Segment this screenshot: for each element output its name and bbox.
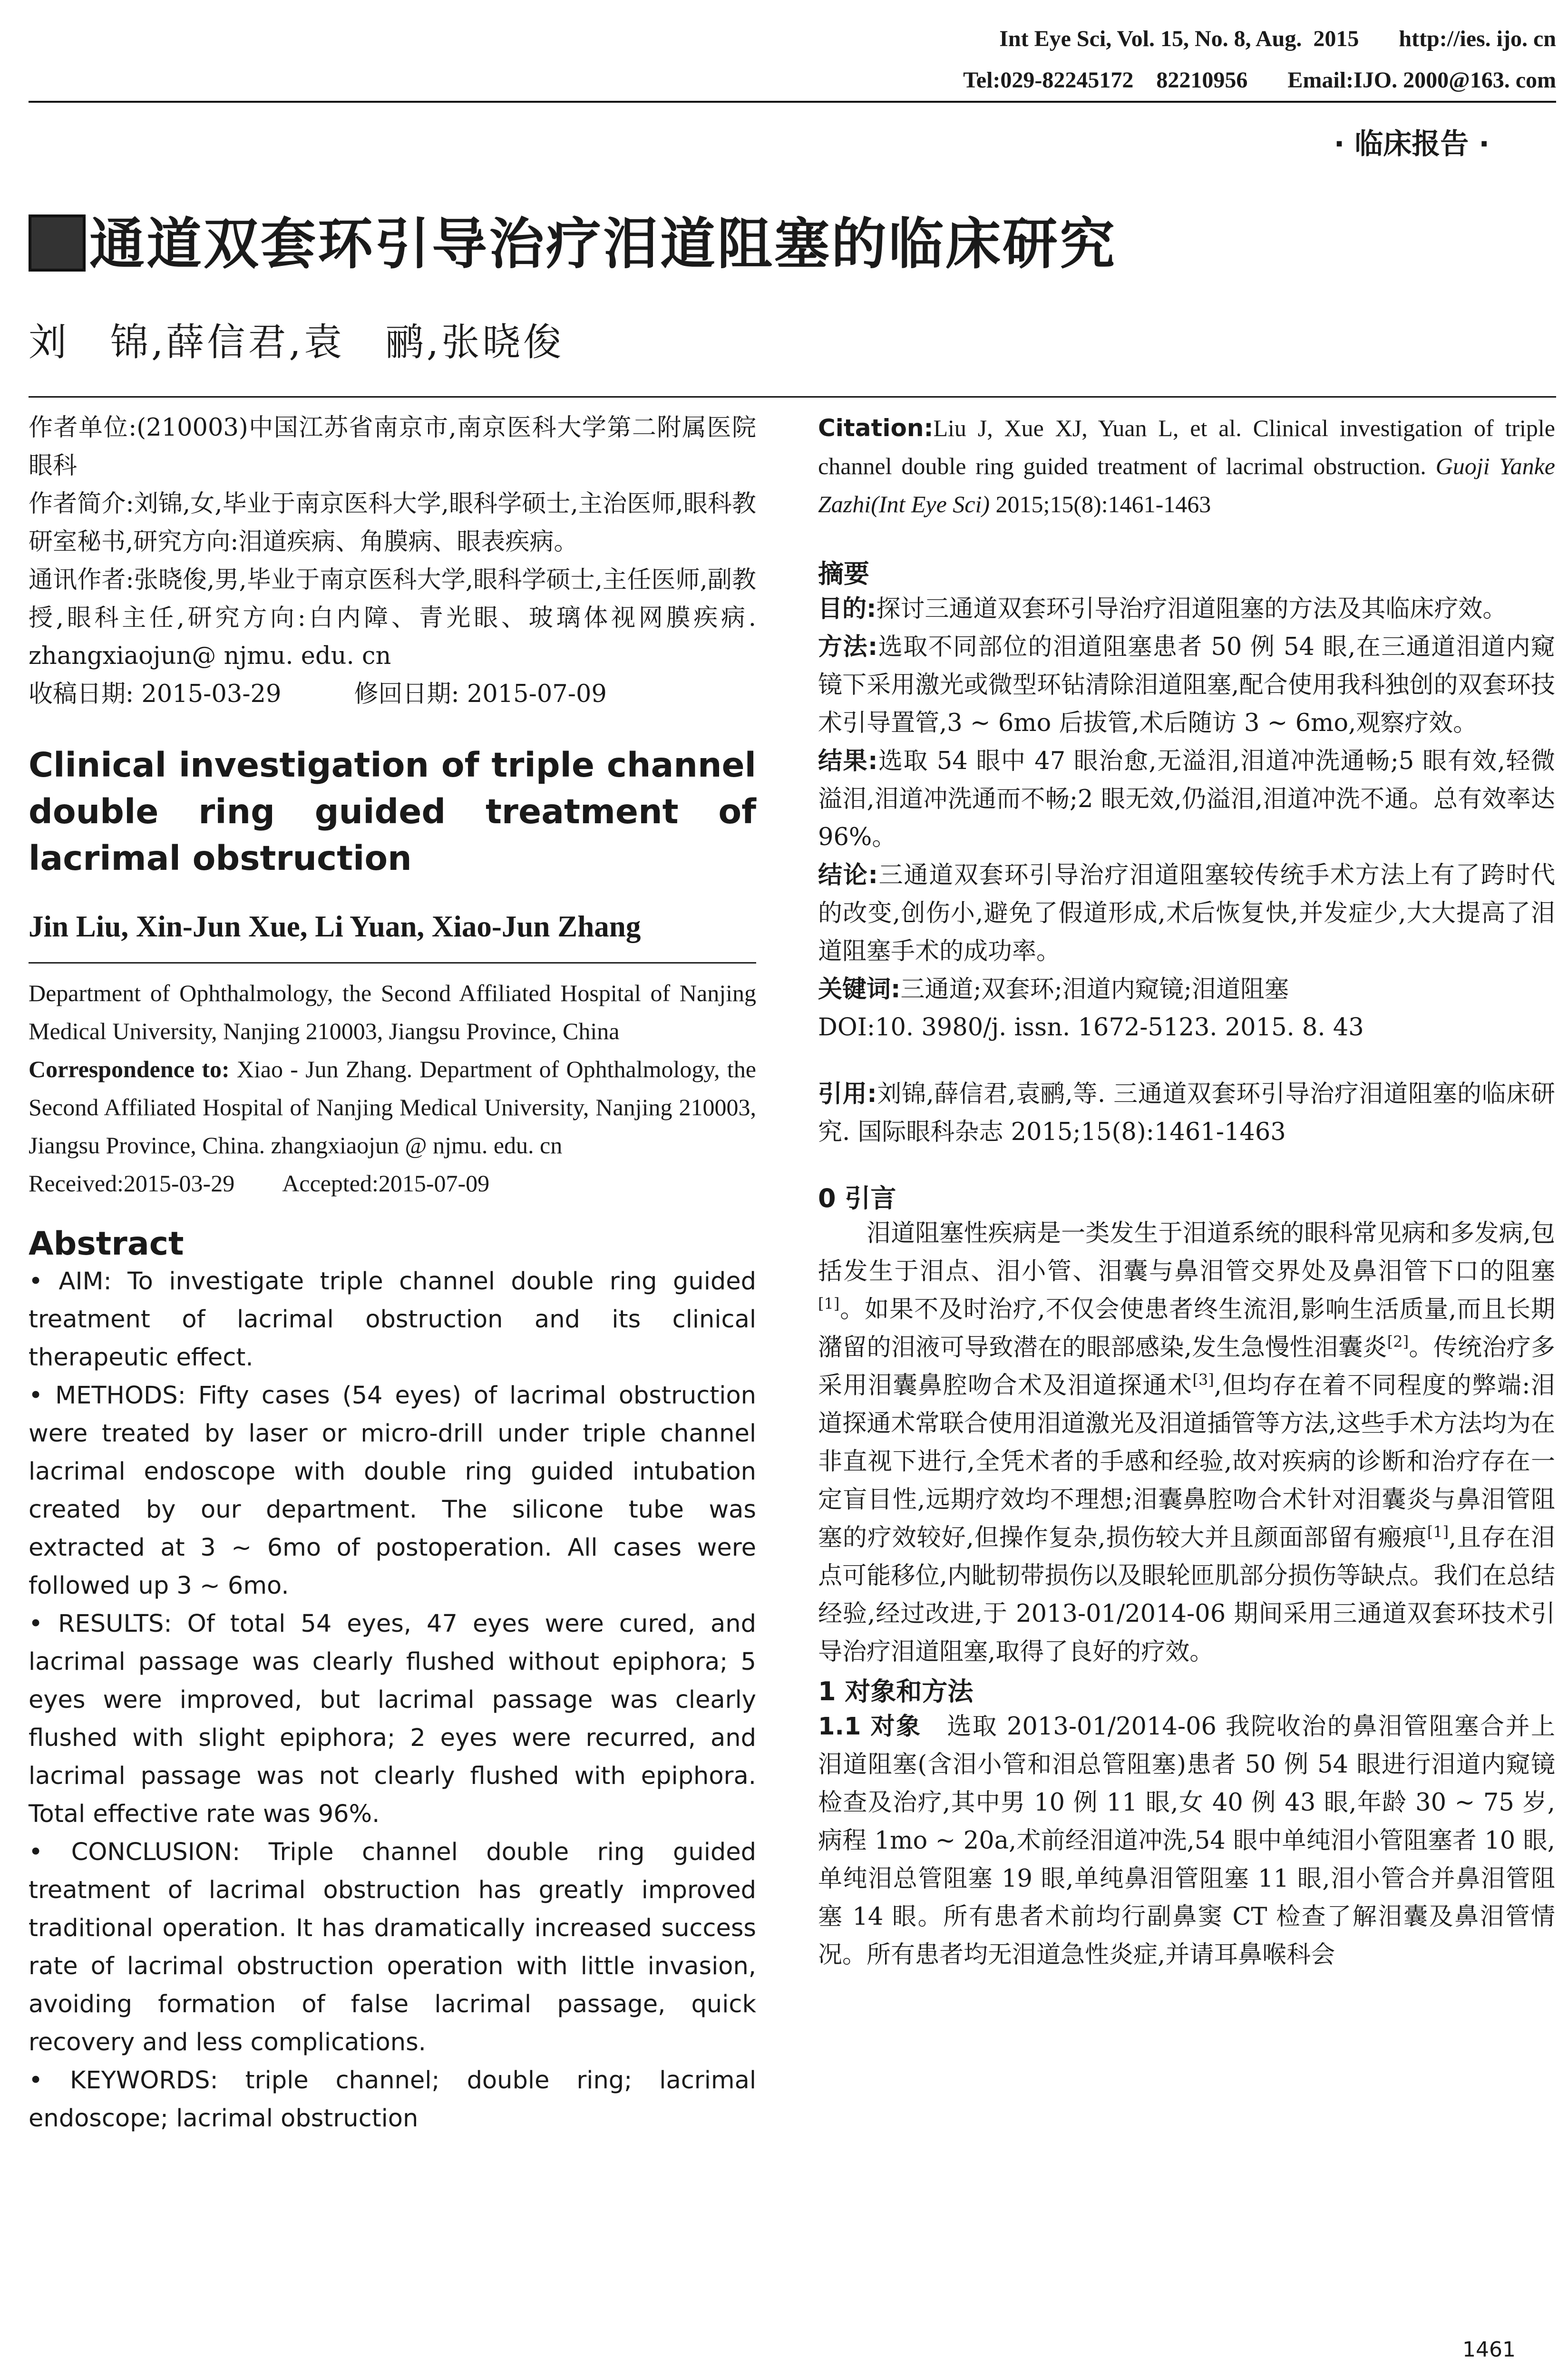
- corresponding-author: 通讯作者:张晓俊,男,毕业于南京医科大学,眼科学硕士,主任医师,副教授,眼科主任,研究方向:白内障、青光眼、玻璃体视网膜疾病. zhangxiaojun@ njmu. edu. cn: [29, 566, 756, 670]
- received-dates-cn: 收稿日期: 2015-03-29 修回日期: 2015-07-09: [29, 680, 607, 708]
- intro-text-1: 泪道阻塞性疾病是一类发生于泪道系统的眼科常见病和多发病,包括发生于泪点、泪小管、泪囊与鼻泪管交界处及鼻泪管下口的阻塞: [818, 1219, 1555, 1286]
- abstract-results: • RESULTS: Of total 54 eyes, 47 eyes were cured, and lacrimal passage was clearly flushed without epiphora; 5 eyes were improved, but lacrimal passage was clearly flushed with slight epiphora; 2 eyes were recurred, and lacrimal passage was not clearly flushed with epiphora. Total effective rate was 96%.: [29, 1610, 756, 1828]
- abstract-conclusion: • CONCLUSION: Triple channel double ring guided treatment of lacrimal obstruction has greatly improved traditional operation. It has dramatically increased success rate of lacrimal obstruction operation with little invasion, avoiding formation of false lacrimal passage, quick recovery and less complications.: [29, 1838, 756, 2056]
- left-column: [29, 409, 756, 2138]
- intro-text-5: ,且存在泪点可能移位,内眦韧带损伤以及眼轮匝肌部分损伤等缺点。我们在总结经验,经过改进,于 2013-01/2014-06 期间采用三通道双套环技术引导治疗泪道阻塞,取得了良好的疗效。: [818, 1524, 1555, 1666]
- received-accepted: Received:2015-03-29 Accepted:2015-07-09: [29, 1170, 490, 1197]
- page-number: 1461: [1462, 2338, 1516, 2362]
- abstract-cn-methods: [818, 628, 1555, 742]
- section11-paragraph: [818, 1708, 1555, 1974]
- citation-label: Citation:: [818, 414, 934, 442]
- journal-tel: Tel:029-82245172 82210956: [963, 68, 1248, 93]
- abstract-cn-results: [818, 742, 1555, 857]
- authors-cn: 刘 锦,薛信君,袁 鹂,张晓俊: [29, 320, 565, 364]
- intro-text-4: ,但均存在着不同程度的弊端:泪道探通术常联合使用泪道激光及泪道插管等方法,这些手术方法均为在非直视下进行,全凭术者的手感和经验,故对疾病的诊断和治疗存在一定盲目性,远期疗效均不理想;泪囊鼻腔吻合术针对泪囊炎与鼻泪管阻塞的疗效较好,但操作复杂,损伤较大并且颜面部留有瘢痕: [818, 1372, 1555, 1552]
- journal-url: http://ies. ijo. cn: [1399, 26, 1556, 51]
- citation-text: Liu J, Xue XJ, Yuan L, et al. Clinical investigation of triple channel double ring guided treatment of lacrimal obstruction.: [818, 415, 1555, 479]
- cite-cn: [818, 1075, 1555, 1151]
- abstract-cn-conclusion: [818, 857, 1555, 971]
- department: Department of Ophthalmology, the Second Affiliated Hospital of Nanjing Medical University, Nanjing 210003, Jiangsu Province, China: [29, 980, 756, 1044]
- section11-label: 1.1 对象: [818, 1713, 922, 1741]
- journal-email: Email:IJO. 2000@163. com: [1287, 68, 1556, 93]
- intro-text-2: 。如果不及时治疗,不仅会使患者终生流泪,影响生活质量,而且长期潴留的泪液可导致潜在的眼部感染,发生急慢性泪囊炎: [818, 1296, 1555, 1362]
- author-bio: 作者简介:刘锦,女,毕业于南京医科大学,眼科学硕士,主治医师,眼科教研室秘书,研究方向:泪道疾病、角膜病、眼表疾病。: [29, 490, 756, 556]
- right-column: [818, 409, 1555, 1974]
- abstract-heading: Abstract: [29, 1225, 184, 1263]
- citation-journal: Guoji Yanke Zazhi(Int Eye Sci): [818, 453, 1555, 517]
- abstract-cn-keywords: [818, 971, 1555, 1009]
- english-authors: Jin Liu, Xin-Jun Xue, Li Yuan, Xiao-Jun Zhang: [29, 910, 641, 943]
- abstract-aim: • AIM: To investigate triple channel double ring guided treatment of lacrimal obstruction and its clinical therapeutic effect.: [29, 1267, 756, 1372]
- header-rule: [29, 101, 1556, 103]
- conclusion-label: 结论:: [818, 861, 878, 889]
- methods-text: 选取不同部位的泪道阻塞患者 50 例 54 眼,在三通道泪道内窥镜下采用激光或微型环钻清除泪道阻塞,配合使用我科独创的双套环技术引导置管,3 ~ 6mo 后拔管,术后随访 3 ~ 6mo,观察疗效。: [818, 633, 1555, 737]
- section-tag: · 临床报告 ·: [1334, 127, 1490, 161]
- aim-label: 目的:: [818, 595, 877, 623]
- abstract-methods: • METHODS: Fifty cases (54 eyes) of lacrimal obstruction were treated by laser or micro-drill under triple channel lacrimal endoscope with double ring guided intubation created by our department. The silicone tube was extracted at 3 ~ 6mo of postoperation. All cases were followed up 3 ~ 6mo.: [29, 1382, 756, 1600]
- intro-heading: 0 引言: [818, 1183, 896, 1213]
- affiliation: 作者单位:(210003)中国江苏省南京市,南京医科大学第二附属医院眼科: [29, 414, 756, 480]
- results-label: 结果:: [818, 747, 878, 775]
- journal-citation: Int Eye Sci, Vol. 15, No. 8, Aug. 2015: [999, 26, 1359, 51]
- ref-4: [1]: [1427, 1523, 1449, 1541]
- title-text: 通道双套环引导治疗泪道阻塞的临床研究: [89, 212, 1117, 276]
- abstract-cn-heading: 摘要: [818, 559, 869, 589]
- cite-text: 刘锦,薛信君,袁鹂,等. 三通道双套环引导治疗泪道阻塞的临床研究. 国际眼科杂志 2015;15(8):1461-1463: [818, 1080, 1555, 1146]
- correspondence-label: Correspondence to:: [29, 1056, 230, 1082]
- correspondence-text: Xiao - Jun Zhang. Department of Ophthalmology, the Second Affiliated Hospital of Nanjing Medical University, Nanjing 210003, Jiangsu Province, China. zhangxiaojun @ njmu. edu. cn: [29, 1056, 756, 1159]
- doi: DOI:10. 3980/j. issn. 1672-5123. 2015. 8. 43: [818, 1013, 1364, 1042]
- ref-3: [3]: [1192, 1371, 1214, 1389]
- correspondence: [29, 1050, 756, 1164]
- citation-tail: 2015;15(8):1461-1463: [990, 491, 1211, 517]
- ref-1: [1]: [818, 1295, 840, 1313]
- section11-text: 选取 2013-01/2014-06 我院收治的鼻泪管阻塞合并上泪道阻塞(含泪小管和泪总管阻塞)患者 50 例 54 眼进行泪道内窥镜检查及治疗,其中男 10 例 11 眼,女 40 例 43 眼,年龄 30 ~ 75 岁,病程 1mo ~ 20a,术前经泪道冲洗,54 眼中单纯泪小管阻塞者 10 眼,单纯泪总管阻塞 19 眼,单纯鼻泪管阻塞 11 眼,泪小管合并鼻泪管阻塞 14 眼。所有患者术前均行副鼻窦 CT 检查了解泪囊及鼻泪管情况。所有患者均无泪道急性炎症,并请耳鼻喉科会: [818, 1713, 1555, 1969]
- results-text: 选取 54 眼中 47 眼治愈,无溢泪,泪道冲洗通畅;5 眼有效,轻微溢泪,泪道冲洗通而不畅;2 眼无效,仍溢泪,泪道冲洗不通。总有效率达 96%。: [818, 747, 1555, 851]
- page-title: [29, 200, 1117, 279]
- aim-text: 探讨三通道双套环引导治疗泪道阻塞的方法及其临床疗效。: [876, 595, 1507, 623]
- conclusion-text: 三通道双套环引导治疗泪道阻塞较传统手术方法上有了跨时代的改变,创伤小,避免了假道形成,术后恢复快,并发症少,大大提高了泪道阻塞手术的成功率。: [818, 861, 1555, 965]
- citation: [818, 409, 1555, 523]
- keywords-label: 关键词:: [818, 975, 901, 1003]
- keywords-text: 三通道;双套环;泪道内窥镜;泪道阻塞: [900, 975, 1289, 1003]
- abstract-keywords: • KEYWORDS: triple channel; double ring; lacrimal endoscope; lacrimal obstruction: [29, 2066, 756, 2133]
- intro-paragraph: [818, 1215, 1555, 1671]
- methods-label: 方法:: [818, 633, 878, 661]
- abstract-cn-aim: [818, 590, 1555, 628]
- title-rule: [29, 396, 1556, 398]
- journal-header-line2: [963, 69, 1556, 92]
- title-glyph-mark: [29, 214, 86, 272]
- ref-2: [2]: [1387, 1333, 1409, 1351]
- intro-text-3: 。传统治疗多采用泪囊鼻腔吻合术及泪道探通术: [818, 1334, 1555, 1400]
- journal-header-line1: [999, 28, 1556, 50]
- english-title: Clinical investigation of triple channel double ring guided treatment of lacrimal obstruction: [29, 745, 756, 878]
- section1-heading: 1 对象和方法: [818, 1676, 974, 1706]
- cite-label: 引用:: [818, 1080, 877, 1108]
